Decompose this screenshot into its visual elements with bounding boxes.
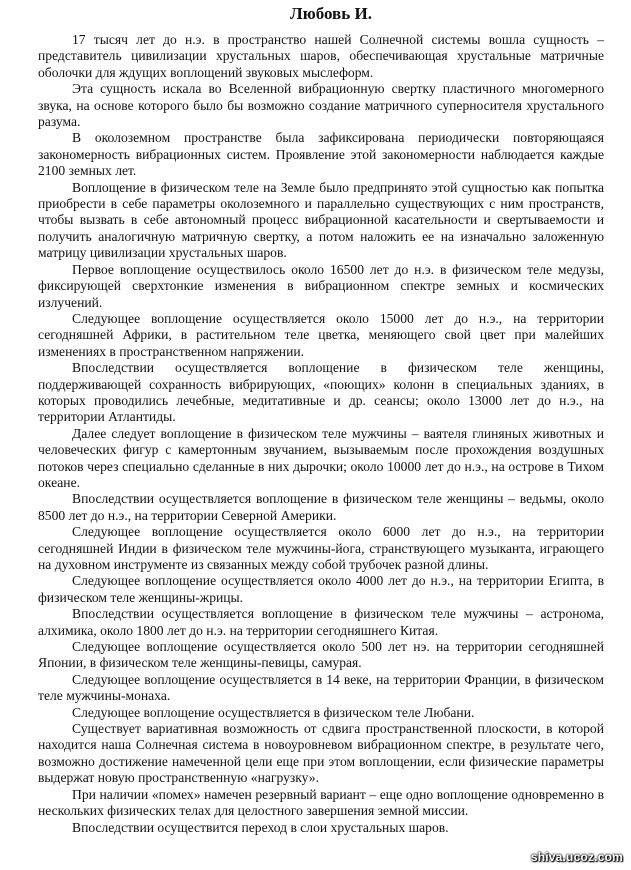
paragraph: Первое воплощение осуществилось около 16500 лет до н.э. в физическом теле медузы, фиксирующей сверхтонкие изменения в вибрационном спектре земных и космических излучений. [38, 261, 604, 310]
paragraph: Следующее воплощение осуществляется около 4000 лет до н.э., на территории Египта, в физическом теле женщины-жрицы. [38, 573, 604, 605]
paragraph: Эта сущность искала во Вселенной вибрационную свертку пластичного многомерного звука, на основе которого было бы возможно создание матричного суперносителя хрустального разума. [38, 81, 604, 130]
site-watermark: shiva.ucoz.com [530, 850, 623, 864]
paragraph: Существует вариативная возможность от сдвига пространственной плоскости, в которой находится наша Солнечная система в новоуровневом вибрационном спектре, в результате чего, возможно достижение намеченной цели еще при этом воплощении, если физические параметры выдержат новую пространственную «нагрузку». [38, 721, 604, 786]
document-title: Любовь И. [290, 4, 372, 23]
paragraph: Следующее воплощение осуществляется около 15000 лет до н.э., на территории сегодняшней Африки, в растительном теле цветка, меняющего свой цвет при малейших изменениях в пространственном напряжении. [38, 310, 604, 359]
paragraph: Впоследствии осуществляется воплощение в физическом теле женщины, поддерживающей сохранность вибрирующих, «поющих» колонн в специальных зданиях, в которых проводились лечебные, медитативные и др. сеансы; около 13000 лет до н.э., на территории Атлантиды. [38, 360, 604, 425]
paragraph: В околоземном пространстве была зафиксирована периодически повторяющаяся закономерность вибрационных систем. Проявление этой закономерности наблюдается каждые 2100 земных лет. [38, 130, 604, 179]
paragraph: Следующее воплощение осуществляется около 500 лет нэ. на территории сегодняшней Японии, в физическом теле женщины-певицы, самурая. [38, 639, 604, 671]
paragraph: Следующее воплощение осуществляется в 14 веке, на территории Франции, в физическом теле мужчины-монаха. [38, 671, 604, 704]
paragraph: Впоследствии осуществляется воплощение в физическом теле женщины – ведьмы, около 8500 лет до н.э., на территории Северной Америки. [38, 491, 604, 523]
paragraph: Впоследствии осуществится переход в слои хрустальных шаров. [72, 819, 449, 835]
paragraph: При наличии «помех» намечен резервный вариант – еще одно воплощение одновременно в нескольких физических телах для целостного завершения земной миссии. [38, 786, 604, 819]
document-body [38, 32, 604, 836]
paragraph: Впоследствии осуществляется воплощение в физическом теле мужчины – астронома, алхимика, около 1800 лет до н.э. на территории сегодняшнего Китая. [38, 606, 604, 638]
paragraph: 17 тысяч лет до н.э. в пространство нашей Солнечной системы вошла сущность – представитель цивилизации хрустальных шаров, обеспечивающая хрустальные матричные оболочки для ждущих воплощений звуковых мыслеформ. [38, 32, 604, 80]
paragraph: Далее следует воплощение в физическом теле мужчины – ваятеля глиняных животных и человеческих фигур с камертонным звучанием, вызываемым после прохождения воздушных потоков через специально сделанные в них дырочки; около 10000 лет до н.э., на острове в Тихом океане. [38, 425, 604, 490]
paragraph: Следующее воплощение осуществляется около 6000 лет до н.э., на территории сегодняшней Индии в физическом теле мужчины-йога, странствующего музыканта, играющего на духовном инструменте из связанных между собой трубочек разной длины. [38, 524, 604, 572]
document-page [38, 4, 604, 836]
paragraph: Следующее воплощение осуществляется в физическом теле Любани. [72, 704, 475, 720]
paragraph: Воплощение в физическом теле на Земле было предпринято этой сущностью как попытка приобрести в себе параметры околоземного и параллельно существующих с ним пространств, чтобы вызвать в себе автономный процесс вибрационной касательности и свертываемости и получить аналогичную матричную свертку, а потом наложить ее на изначально заложенную матрицу цивилизации хрустальных шаров. [38, 179, 604, 261]
